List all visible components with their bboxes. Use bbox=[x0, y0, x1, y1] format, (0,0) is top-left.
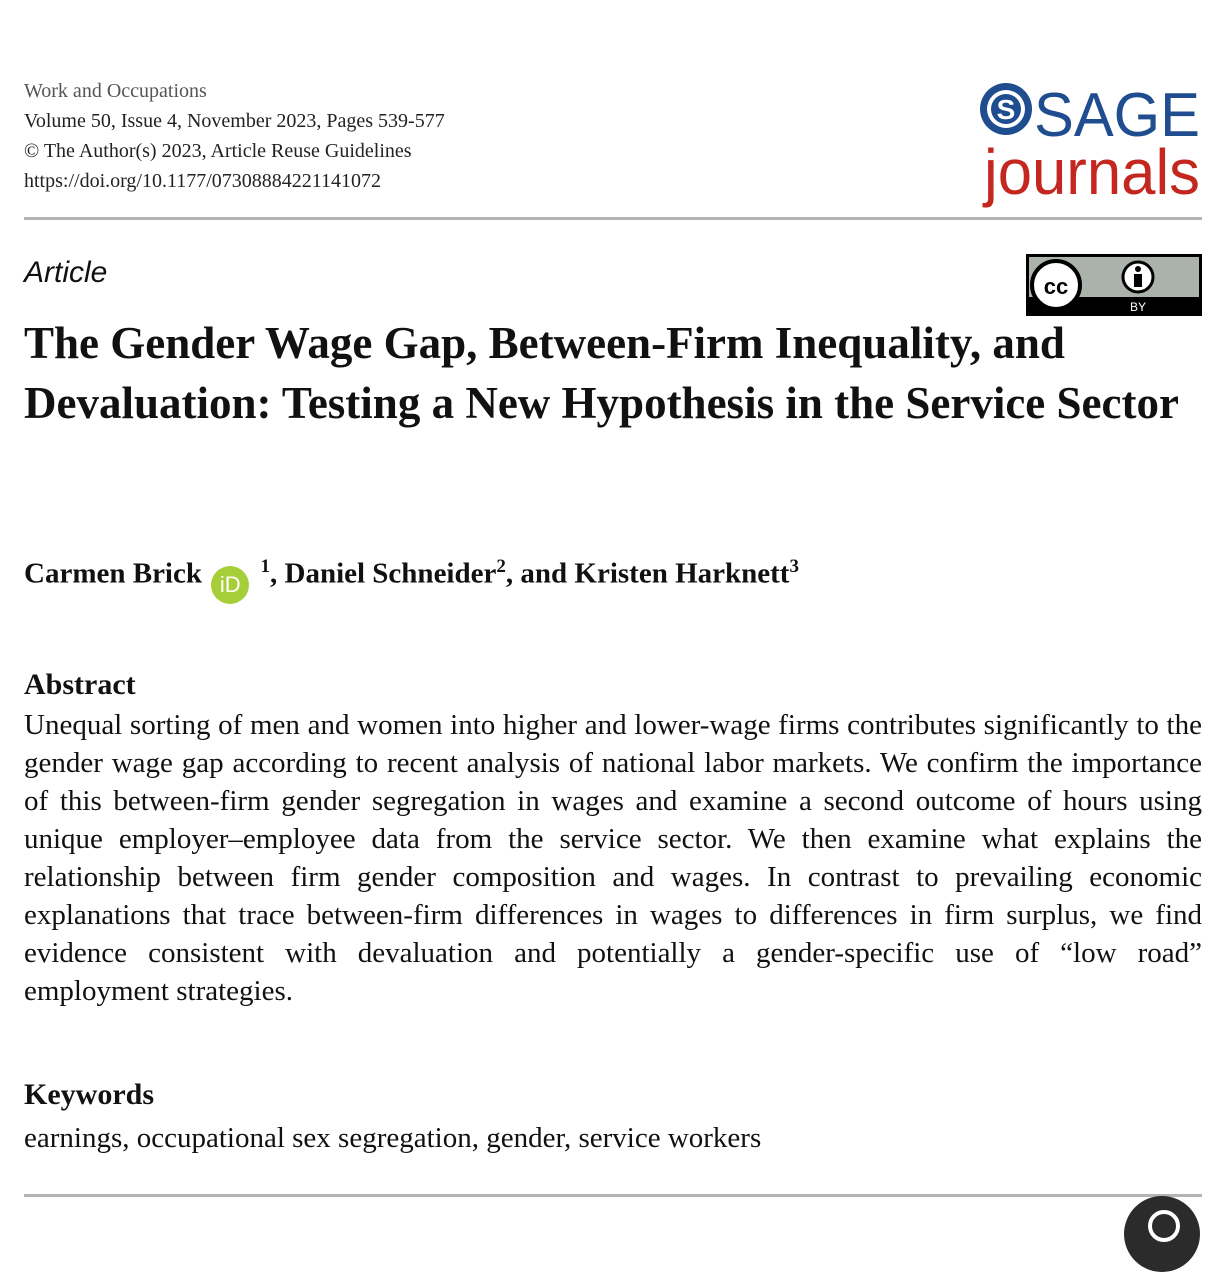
doi-link[interactable]: https://doi.org/10.1177/07308884221141072 bbox=[24, 170, 382, 192]
author-conjunction: and bbox=[520, 557, 568, 590]
journal-name: Work and Occupations bbox=[24, 80, 207, 102]
floating-action-button[interactable] bbox=[1124, 1196, 1200, 1272]
cc-by-license-badge[interactable] bbox=[1026, 254, 1202, 316]
affiliation-marker: 3 bbox=[789, 556, 799, 577]
publication-meta bbox=[24, 76, 445, 196]
logo-journals-text: journals bbox=[982, 136, 1200, 208]
author-name[interactable]: Daniel Schneider bbox=[284, 557, 497, 590]
logo-sage-text: SAGE bbox=[1034, 81, 1200, 150]
affiliation-marker: 1 bbox=[260, 556, 270, 577]
keywords-heading: Keywords bbox=[24, 1078, 154, 1111]
svg-text:S: S bbox=[996, 94, 1016, 125]
orcid-icon[interactable]: iD bbox=[211, 566, 249, 604]
attribution-icon bbox=[1123, 262, 1153, 292]
affiliation-marker: 2 bbox=[496, 556, 506, 577]
footer-divider bbox=[24, 1194, 1202, 1197]
sage-journals-logo bbox=[978, 78, 1202, 210]
volume-issue-pages: Volume 50, Issue 4, November 2023, Pages 539-577 bbox=[24, 110, 445, 132]
cc-text: cc bbox=[1043, 274, 1069, 299]
abstract-heading: Abstract bbox=[24, 668, 136, 701]
license-by-text: BY bbox=[1129, 300, 1147, 314]
search-icon bbox=[1148, 1210, 1180, 1242]
article-title: The Gender Wage Gap, Between-Firm Inequality, and Devaluation: Testing a New Hypothesis in the Service Sector bbox=[24, 318, 1179, 428]
keywords-list: earnings, occupational sex segregation, gender, service workers bbox=[24, 1122, 762, 1154]
sage-emblem-icon bbox=[980, 83, 1032, 135]
header-divider bbox=[24, 217, 1202, 220]
author-list: Carmen Brick iD $^1$, Daniel Schneider$^2$, and Kristen Harknett$^3$ bbox=[24, 556, 799, 604]
abstract-text: Unequal sorting of men and women into higher and lower-wage firms contributes significantly to the gender wage gap according to recent analysis of national labor markets. We confirm the importance of this between-firm gender segregation in wages and examine a second outcome of hours using unique employer–employee data from the service sector. We then examine what explains the relationship between firm gender composition and wages. In contrast to prevailing economic explanations that trace between-firm differences in wages to differences in firm surplus, we find evidence consistent with devaluation and potentially a gender-specific use of “low road” employment strategies. bbox=[24, 709, 1202, 1007]
copyright-line: © The Author(s) 2023, Article Reuse Guidelines bbox=[24, 140, 412, 162]
author-name[interactable]: Carmen Brick bbox=[24, 557, 202, 590]
author-name[interactable]: Kristen Harknett bbox=[574, 557, 790, 590]
article-type-label: Article bbox=[24, 256, 108, 289]
